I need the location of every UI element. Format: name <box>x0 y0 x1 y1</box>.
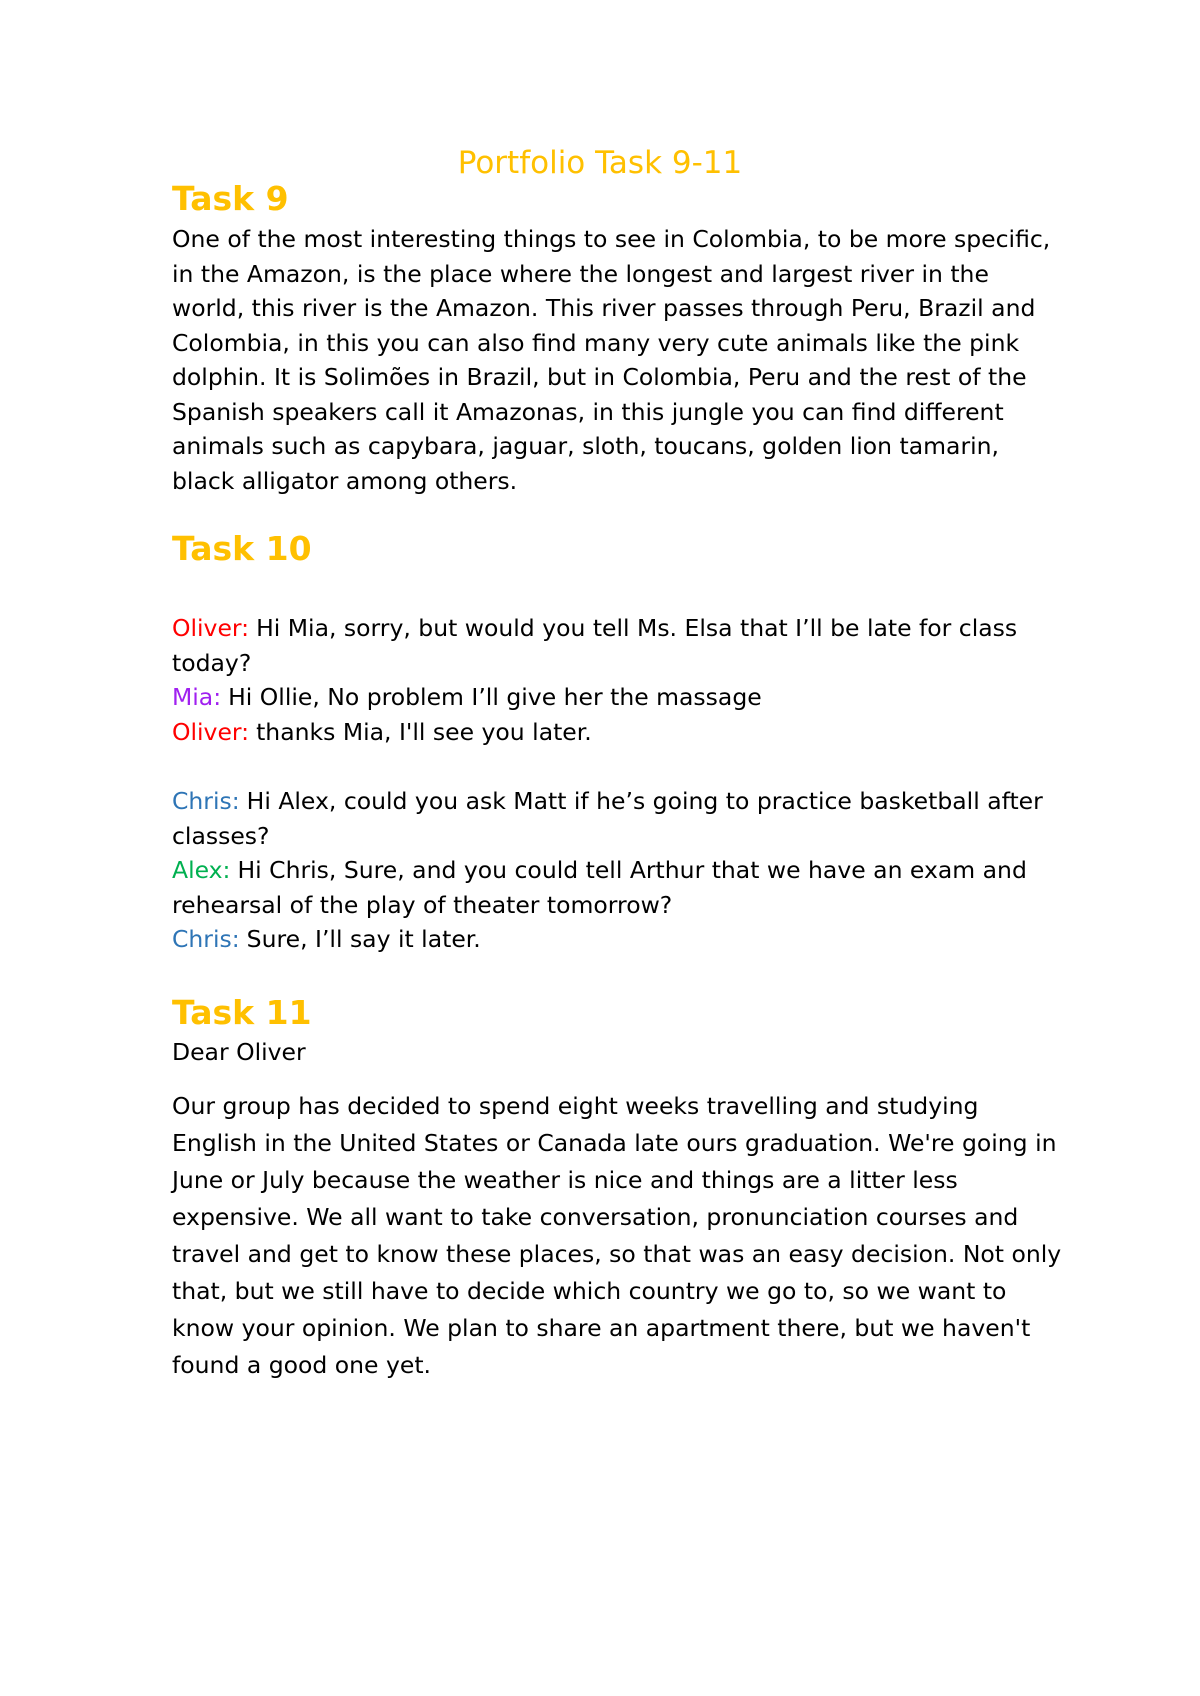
dialogue-text: Hi Chris, Sure, and you could tell Arthur that we have an exam and <box>237 856 1027 884</box>
dialogue-text: Hi Mia, sorry, but would you tell Ms. Elsa that I’ll be late for class <box>256 614 1018 642</box>
speaker-name-mia: Mia: <box>172 683 222 711</box>
text-line: that, but we still have to decide which country we go to, so we want to <box>172 1277 1007 1305</box>
text-line: know your opinion. We plan to share an apartment there, but we haven't <box>172 1314 1031 1342</box>
speaker-name-chris: Chris: <box>172 925 240 953</box>
letter-salutation: Dear Oliver <box>172 1038 306 1066</box>
document-title: Portfolio Task 9-11 <box>457 145 743 181</box>
task11-paragraph <box>172 1088 1062 1384</box>
task9-paragraph <box>172 222 1062 498</box>
speaker-name-alex: Alex: <box>172 856 231 884</box>
task11-heading: Task 11 <box>172 993 312 1032</box>
text-line: animals such as capybara, jaguar, sloth, toucans, golden lion tamarin, <box>172 432 1000 460</box>
text-line: dolphin. It is Solimões in Brazil, but in Colombia, Peru and the rest of the <box>172 363 1027 391</box>
dialogue-line <box>172 922 1062 957</box>
text-line: world, this river is the Amazon. This river passes through Peru, Brazil and <box>172 294 1036 322</box>
dialogue-text: Hi Ollie, No problem I’ll give her the massage <box>228 683 762 711</box>
dialogue-text: thanks Mia, I'll see you later. <box>256 717 592 746</box>
dialogue-text: rehearsal of the play of theater tomorrow? <box>172 890 673 919</box>
text-line: Our group has decided to spend eight weeks travelling and studying <box>172 1092 979 1120</box>
text-line: One of the most interesting things to see in Colombia, to be more specific, <box>172 225 1051 253</box>
dialogue-line <box>172 853 1062 888</box>
text-line: June or July because the weather is nice and things are a litter less <box>172 1166 958 1194</box>
text-line: expensive. We all want to take conversation, pronunciation courses and <box>172 1203 1019 1231</box>
speaker-name-oliver: Oliver: <box>172 614 250 642</box>
dialogue-line <box>172 680 1062 715</box>
dialogue-2 <box>172 784 1062 957</box>
dialogue-line <box>172 611 1062 646</box>
speaker-name-chris: Chris: <box>172 787 240 815</box>
speaker-name-oliver: Oliver: <box>172 717 250 746</box>
text-line: found a good one yet. <box>172 1351 432 1379</box>
dialogue-text: Sure, I’ll say it later. <box>246 925 481 953</box>
dialogue-text: today? <box>172 648 252 677</box>
text-line: travel and get to know these places, so that was an easy decision. Not only <box>172 1240 1062 1268</box>
text-line: in the Amazon, is the place where the longest and largest river in the <box>172 259 989 288</box>
text-line: Colombia, in this you can also find many very cute animals like the pink <box>172 328 1020 357</box>
task10-heading: Task 10 <box>172 529 312 568</box>
text-line: English in the United States or Canada late ours graduation. We're going in <box>172 1129 1057 1157</box>
dialogue-line <box>172 715 1062 750</box>
text-line: black alligator among others. <box>172 466 518 495</box>
dialogue-1 <box>172 611 1062 749</box>
dialogue-line <box>172 784 1062 819</box>
text-line: Spanish speakers call it Amazonas, in this jungle you can find different <box>172 397 1004 426</box>
dialogue-text: classes? <box>172 821 270 850</box>
dialogue-text: Hi Alex, could you ask Matt if he’s going to practice basketball after <box>246 787 1043 815</box>
task9-heading: Task 9 <box>172 179 289 218</box>
